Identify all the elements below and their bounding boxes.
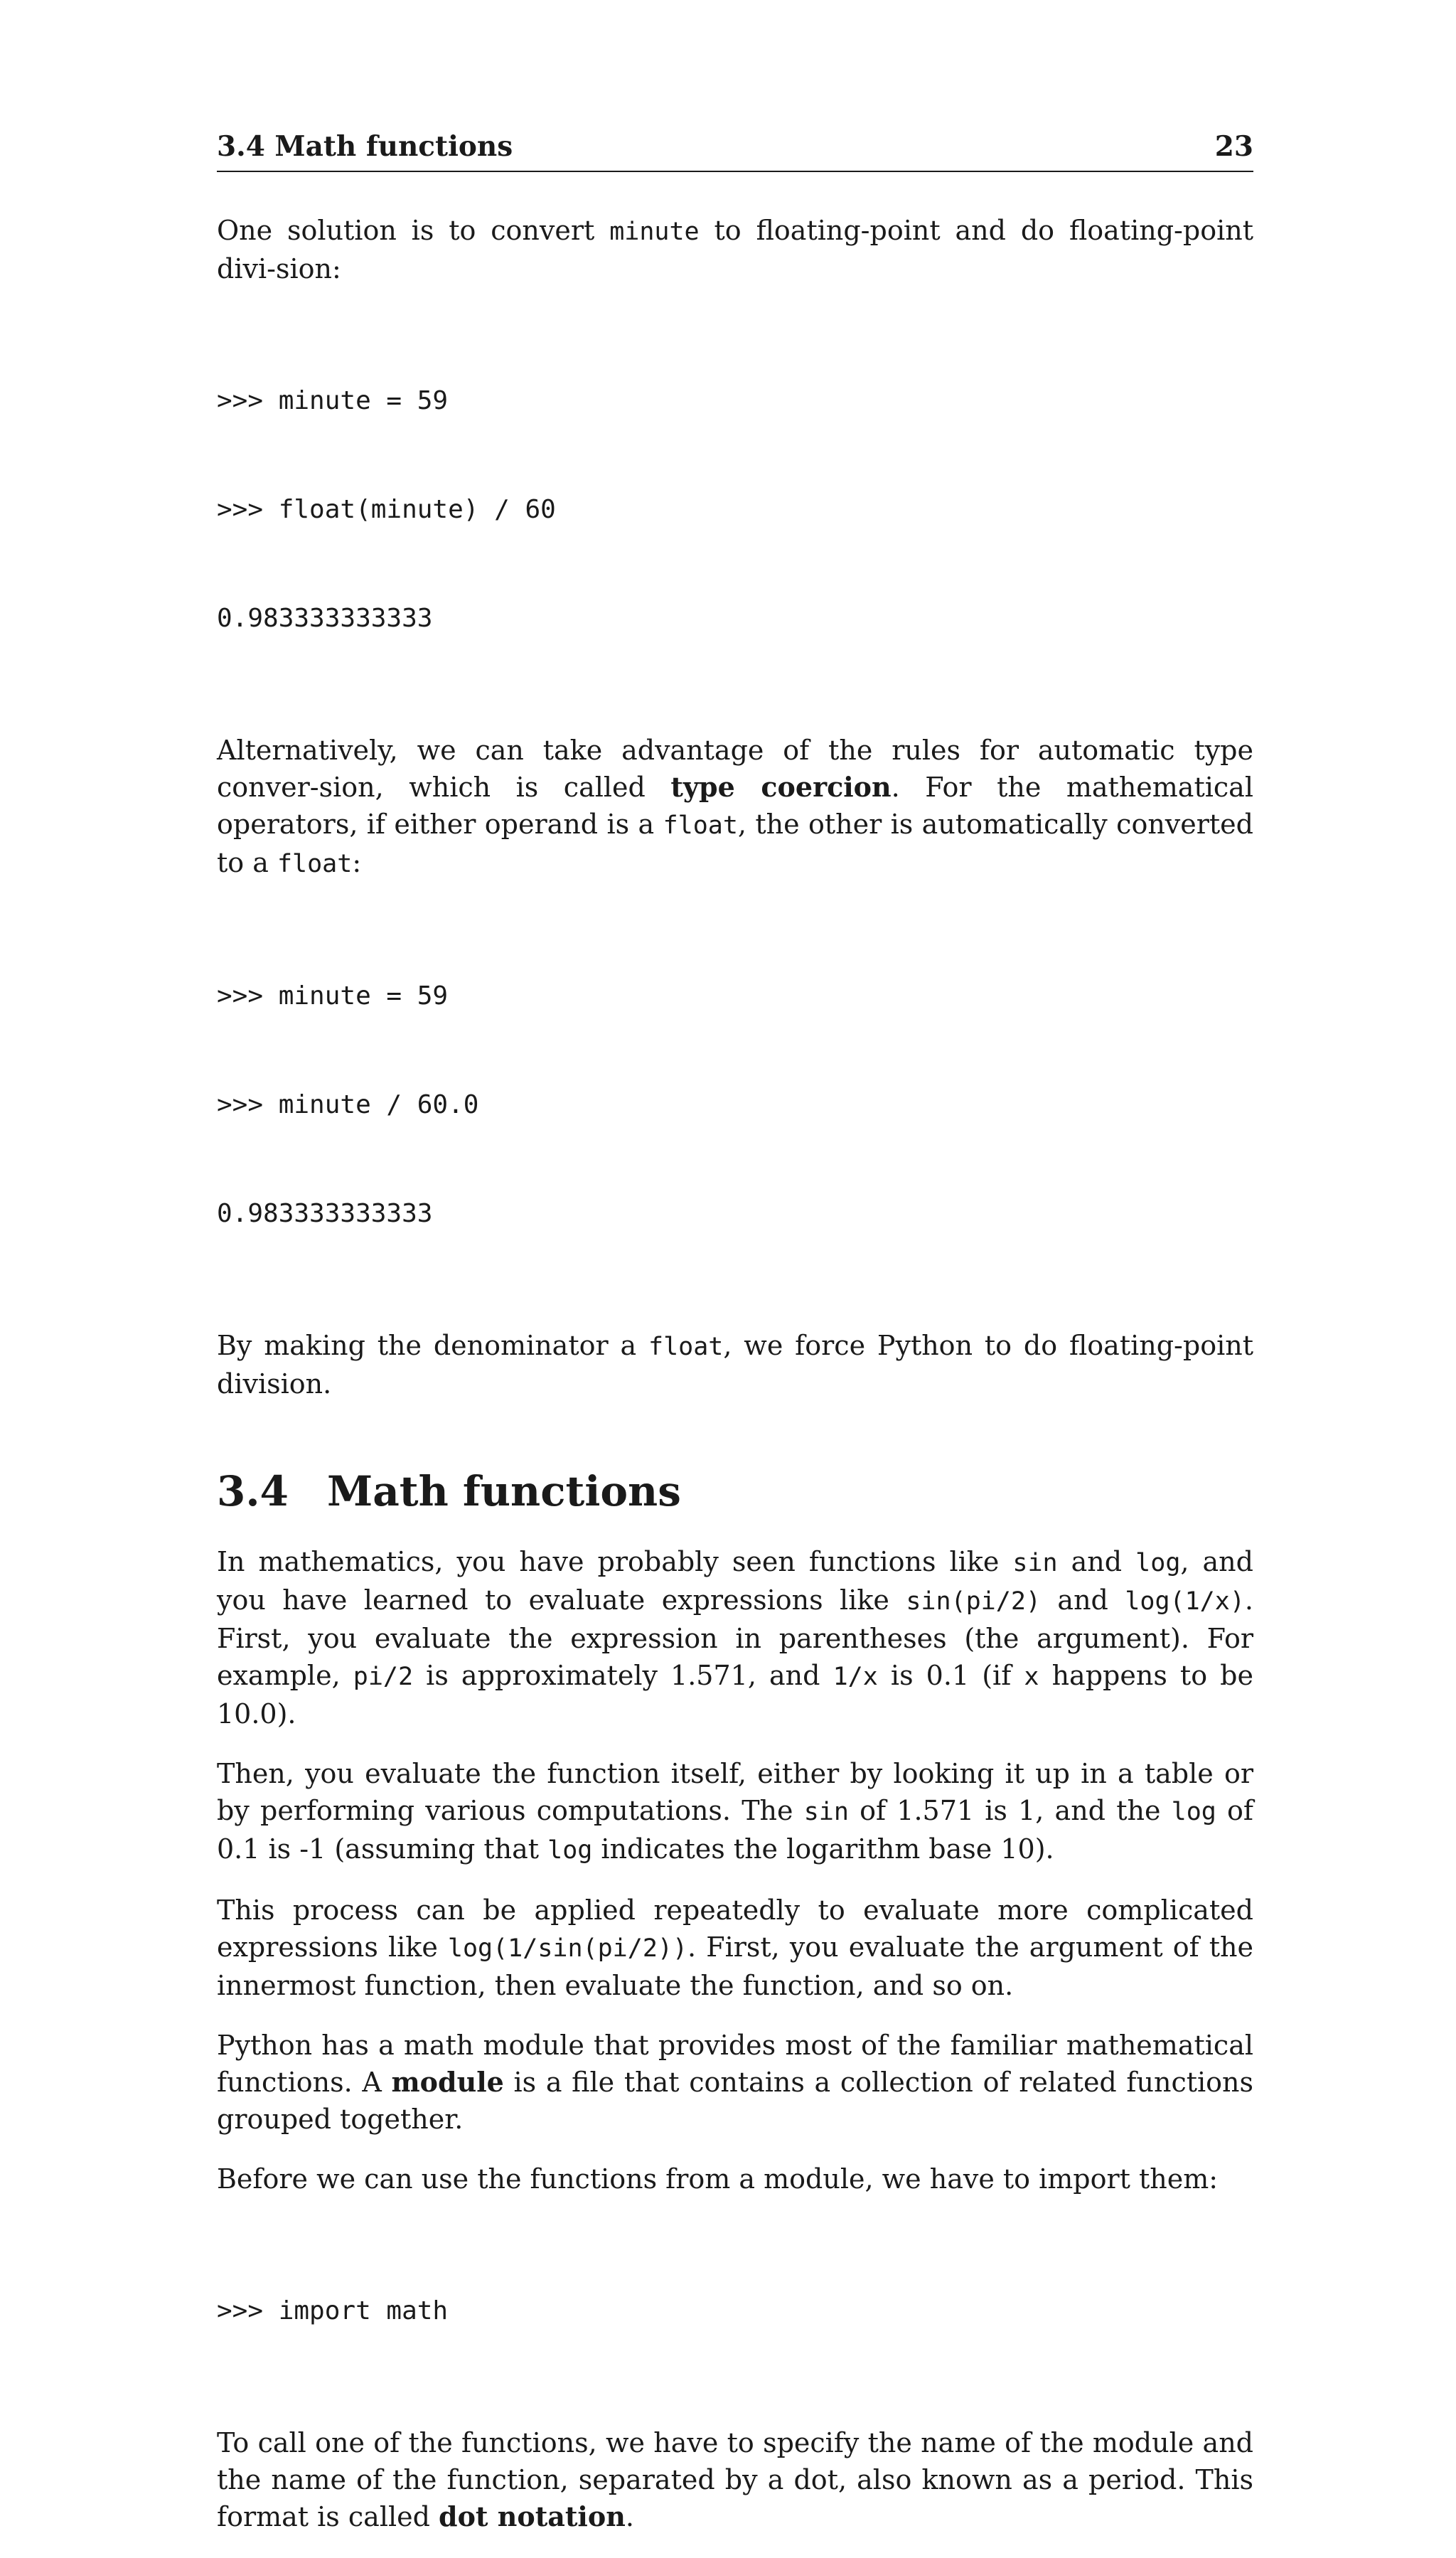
text: of 1.571 is 1, and the	[848, 1795, 1172, 1826]
term-type-coercion: type coercion	[670, 771, 892, 803]
inline-code: sin	[803, 1798, 849, 1826]
code-block-import	[217, 2220, 1253, 2402]
text: Python has a math module that provides most of the familiar mathematical functions. A	[217, 2030, 1253, 2098]
text: , we force Python to do floating-point division.	[217, 1330, 1253, 1400]
code-block-coercion	[217, 905, 1253, 1304]
inline-code: x	[1024, 1663, 1039, 1691]
text: .	[625, 2501, 634, 2532]
text: happens to be 10.0).	[217, 1660, 1254, 1730]
code-block-float-division	[217, 310, 1253, 709]
paragraph-evaluate-function	[217, 1755, 1253, 1869]
inline-code: log	[1171, 1798, 1216, 1826]
section-heading	[217, 1466, 1253, 1516]
text: In mathematics, you have probably seen functions like	[217, 1546, 1013, 1577]
text: is approximately 1.571, and	[413, 1660, 833, 1691]
paragraph-denominator	[217, 1327, 1253, 1402]
paragraph-import-intro	[217, 2160, 1253, 2197]
text: and	[1057, 1546, 1136, 1577]
text: To call one of the functions, we have to specify the name of the module and the name of the function, separated by a dot, also known as a period. This format is called	[217, 2427, 1253, 2532]
code-line: >>> minute / 60.0	[217, 1090, 479, 1119]
inline-code: pi/2	[353, 1663, 414, 1691]
text: This process can be applied repeatedly to evaluate more complicated expressions like	[217, 1894, 1253, 1963]
text: , and you have learned to evaluate expressions like	[217, 1546, 1253, 1616]
running-header	[217, 129, 1253, 172]
inline-code: log	[1135, 1549, 1181, 1577]
text: , the other is automatically converted to a	[217, 809, 1253, 878]
header-section-title: 3.4 Math functions	[217, 130, 513, 163]
text: . First, you evaluate the argument of the innermost function, then evaluate the function, and so on.	[217, 1931, 1253, 2001]
paragraph-float-solution	[217, 212, 1253, 287]
term-dot-notation: dot notation	[439, 2500, 626, 2532]
inline-code: log(1/x)	[1125, 1587, 1245, 1616]
section-number: 3.4	[217, 1467, 289, 1515]
code-line: 0.983333333333	[217, 1199, 433, 1228]
paragraph-type-coercion	[217, 732, 1253, 883]
text: is 0.1 (if	[877, 1660, 1024, 1691]
text: One solution is to convert	[217, 215, 610, 246]
text: is a file that contains a collection of related functions grouped together.	[217, 2067, 1254, 2135]
section-title: Math functions	[327, 1467, 681, 1515]
text: By making the denominator a	[217, 1330, 649, 1361]
text: indicates the logarithm base 10).	[592, 1833, 1054, 1865]
text: of 0.1 is -1 (assuming that	[217, 1795, 1253, 1865]
code-line: >>> import math	[217, 2296, 449, 2325]
inline-code: log(1/sin(pi/2))	[447, 1934, 688, 1963]
code-line: >>> minute = 59	[217, 386, 449, 415]
inline-code: log	[547, 1836, 593, 1865]
paragraph-math-module	[217, 2027, 1253, 2138]
text: . First, you evaluate the expression in parentheses (the argument). For example,	[217, 1584, 1253, 1691]
inline-code: minute	[609, 218, 700, 246]
inline-code: float	[648, 1333, 724, 1361]
inline-code: 1/x	[833, 1663, 878, 1691]
paragraph-math-intro	[217, 1543, 1253, 1732]
paragraph-dot-notation	[217, 2424, 1253, 2535]
text: and	[1040, 1584, 1125, 1616]
code-line: >>> float(minute) / 60	[217, 495, 556, 524]
text: Alternatively, we can take advantage of the rules for automatic type conver-sion, which is called	[217, 735, 1253, 803]
inline-code: sin	[1012, 1549, 1058, 1577]
term-module: module	[391, 2066, 504, 2098]
text: :	[352, 847, 362, 878]
text: Before we can use the functions from a module, we have to import them:	[217, 2163, 1219, 2195]
inline-code: sin(pi/2)	[906, 1587, 1041, 1616]
text: to floating-point and do floating-point divi-sion:	[217, 215, 1253, 284]
inline-code: float	[277, 850, 353, 878]
paragraph-nested-expressions	[217, 1892, 1253, 2004]
text: Then, you evaluate the function itself, either by looking it up in a table or by performing various computations. The	[217, 1758, 1253, 1826]
code-line: 0.983333333333	[217, 604, 433, 633]
page-number: 23	[1214, 130, 1253, 163]
text: . For the mathematical operators, if either operand is a	[217, 772, 1253, 840]
inline-code: float	[663, 811, 738, 840]
code-line: >>> minute = 59	[217, 981, 449, 1011]
body-text	[217, 212, 1253, 2558]
